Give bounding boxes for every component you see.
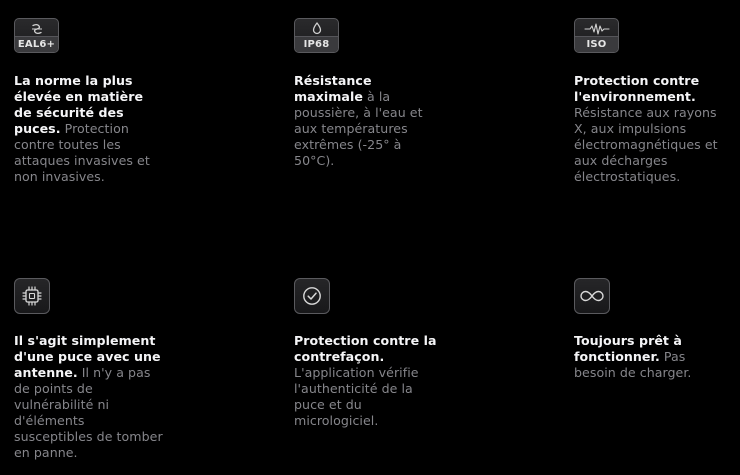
feature-anti-counterfeit <box>294 278 444 429</box>
badge-label: EAL6+ <box>15 36 58 52</box>
checkmark-circle-icon <box>301 285 323 307</box>
feature-always-ready <box>574 278 724 381</box>
feature-ip68 <box>294 18 444 169</box>
feature-eal6 <box>14 18 164 185</box>
feature-text <box>294 73 444 169</box>
feature-description: L'application vérifie l'authenticité de la puce et du micrologiciel. <box>294 365 419 428</box>
feature-text <box>14 333 164 461</box>
badge-label: IP68 <box>295 36 338 52</box>
feature-description: à la poussière, à l'eau et aux températures extrêmes (-25° à 50°C). <box>294 89 423 168</box>
ip68-badge <box>294 18 339 53</box>
feature-text <box>294 333 444 429</box>
iso-badge <box>574 18 619 53</box>
eal6-badge <box>14 18 59 53</box>
chip-symbol-icon <box>30 23 44 35</box>
icon-box <box>294 278 330 314</box>
feature-text <box>14 73 164 185</box>
feature-title: Il s'agit simplement d'une puce avec une antenne. <box>14 333 161 380</box>
feature-description: Pas besoin de charger. <box>574 349 692 380</box>
feature-iso <box>574 18 724 185</box>
waveform-icon <box>584 23 610 35</box>
feature-title: Toujours prêt à fonctionner. <box>574 333 682 364</box>
feature-title: La norme la plus élevée en matière de sécurité des puces. <box>14 73 144 136</box>
feature-title: Protection contre la contrefaçon. <box>294 333 437 364</box>
icon-box <box>14 278 50 314</box>
icon-box <box>574 278 610 314</box>
feature-text <box>574 73 724 185</box>
feature-text <box>574 333 724 381</box>
feature-antenna-chip <box>14 278 164 461</box>
water-drop-icon <box>312 22 322 35</box>
feature-title: Protection contre l'environnement. <box>574 73 700 104</box>
feature-description: Protection contre toutes les attaques invasives et non invasives. <box>14 121 150 184</box>
feature-description: Il n'y a pas de points de vulnérabilité ni d'éléments susceptibles de tomber en panne. <box>14 365 163 460</box>
cpu-chip-icon <box>21 285 43 307</box>
feature-description: Résistance aux rayons X, aux impulsions électromagnétiques et aux décharges électrostatiques. <box>574 105 718 184</box>
badge-label: ISO <box>575 36 618 52</box>
feature-title: Résistance maximale <box>294 73 372 104</box>
infinity-icon <box>580 289 604 303</box>
